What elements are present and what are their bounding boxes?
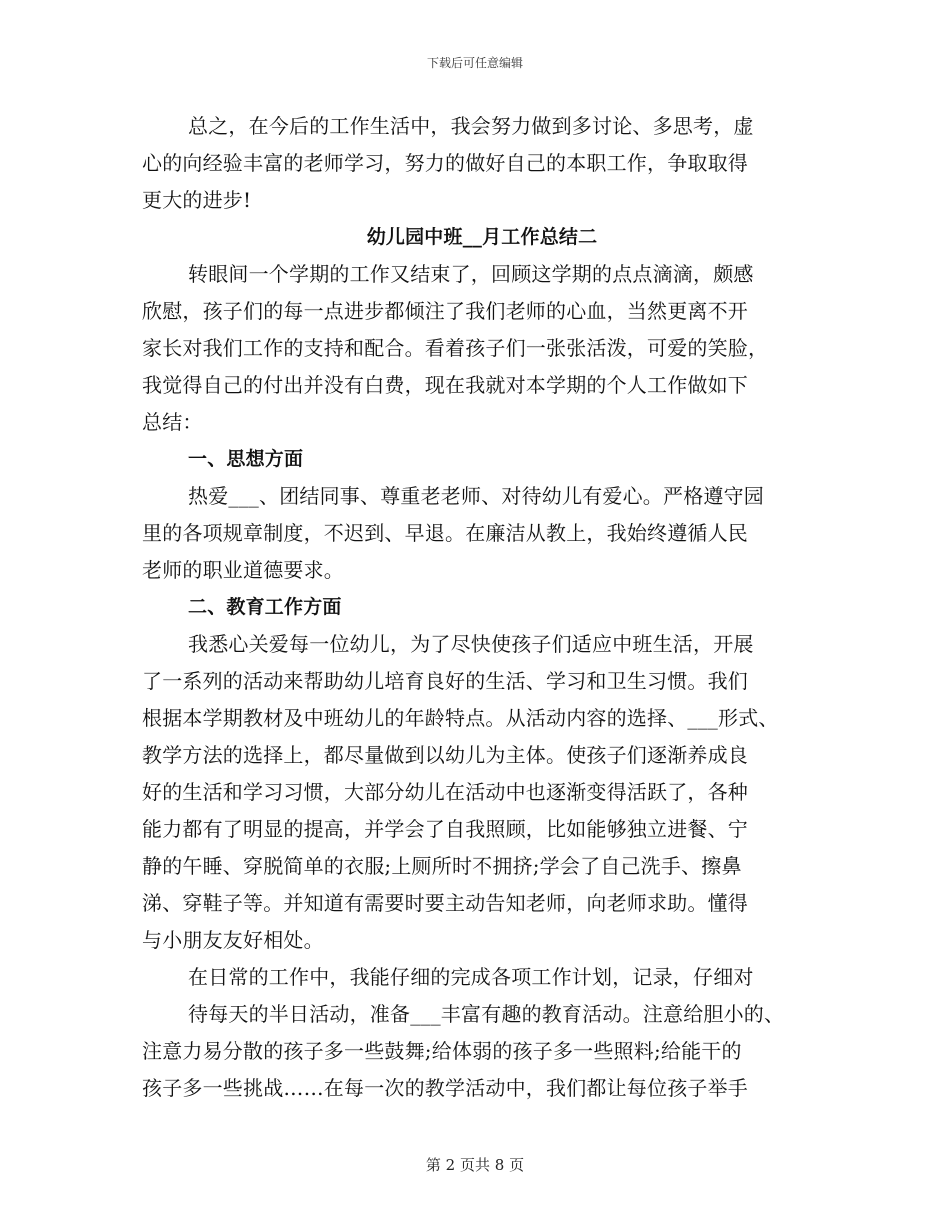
- text-line: 转眼间一个学期的工作又结束了，回顾这学期的点点滴滴，颇感: [188, 262, 754, 286]
- text-line: 涕、穿鞋子等。并知道有需要时要主动告知老师，向老师求助。懂得: [142, 891, 748, 915]
- text-line: 根据本学期教材及中班幼儿的年龄特点。从活动内容的选择、___形式、: [142, 706, 779, 730]
- text-line: 在日常的工作中，我能仔细的完成各项工作计划，记录，仔细对: [188, 965, 754, 989]
- paragraph-education: [142, 626, 822, 959]
- text-line: 能力都有了明显的提高，并学会了自我照顾，比如能够独立进餐、宁: [142, 817, 748, 841]
- text-line: 欣慰，孩子们的每一点进步都倾注了我们老师的心血，当然更离不开: [142, 299, 748, 323]
- text-line: 孩子多一些挑战……在每一次的教学活动中，我们都让每位孩子举手: [142, 1076, 748, 1100]
- text-line: 了一系列的活动来帮助幼儿培育良好的生活、学习和卫生习惯。我们: [142, 669, 748, 693]
- paragraph-daily-work: [142, 959, 822, 1107]
- text-line: 家长对我们工作的支持和配合。看着孩子们一张张活泼，可爱的笑脸，: [142, 336, 769, 360]
- text-line: 热爱___、团结同事、尊重老老师、对待幼儿有爱心。严格遵守园: [188, 484, 764, 508]
- page-number: 第 2 页共 8 页: [425, 1156, 525, 1174]
- paragraph-ideology: [142, 478, 822, 589]
- text-line: 里的各项规章制度，不迟到、早退。在廉洁从教上，我始终遵循人民: [142, 521, 748, 545]
- text-line: 好的生活和学习习惯，大部分幼儿在活动中也逐渐变得活跃了，各种: [142, 780, 748, 804]
- document-title: 幼儿园中班__月工作总结二: [366, 226, 598, 248]
- section-heading-education: 二、教育工作方面: [188, 596, 342, 618]
- text-line: 待每天的半日活动，准备___丰富有趣的教育活动。注意给胆小的、: [188, 1002, 785, 1026]
- section-heading-ideology: 一、思想方面: [188, 448, 304, 470]
- text-line: 总结：: [142, 410, 203, 434]
- text-line: 更大的进步!: [142, 188, 252, 212]
- text-line: 教学方法的选择上，都尽量做到以幼儿为主体。使孩子们逐渐养成良: [142, 743, 748, 767]
- text-line: 心的向经验丰富的老师学习，努力的做好自己的本职工作，争取取得: [142, 151, 748, 175]
- text-line: 注意力易分散的孩子多一些鼓舞;给体弱的孩子多一些照料;给能干的: [142, 1039, 742, 1063]
- text-line: 静的午睡、穿脱简单的衣服;上厕所时不拥挤;学会了自己洗手、擦鼻: [142, 854, 742, 878]
- text-line: 与小朋友友好相处。: [142, 928, 324, 952]
- paragraph-intro: [142, 256, 822, 441]
- page-header: 下载后可任意编辑: [426, 56, 523, 70]
- paragraph-conclusion: [142, 108, 822, 219]
- document-body: [142, 108, 822, 1107]
- text-line: 老师的职业道德要求。: [142, 558, 344, 582]
- text-line: 总之，在今后的工作生活中，我会努力做到多讨论、多思考，虚: [188, 114, 754, 138]
- text-line: 我悉心关爱每一位幼儿，为了尽快使孩子们适应中班生活，开展: [188, 632, 754, 656]
- text-line: 我觉得自己的付出并没有白费，现在我就对本学期的个人工作做如下: [142, 373, 748, 397]
